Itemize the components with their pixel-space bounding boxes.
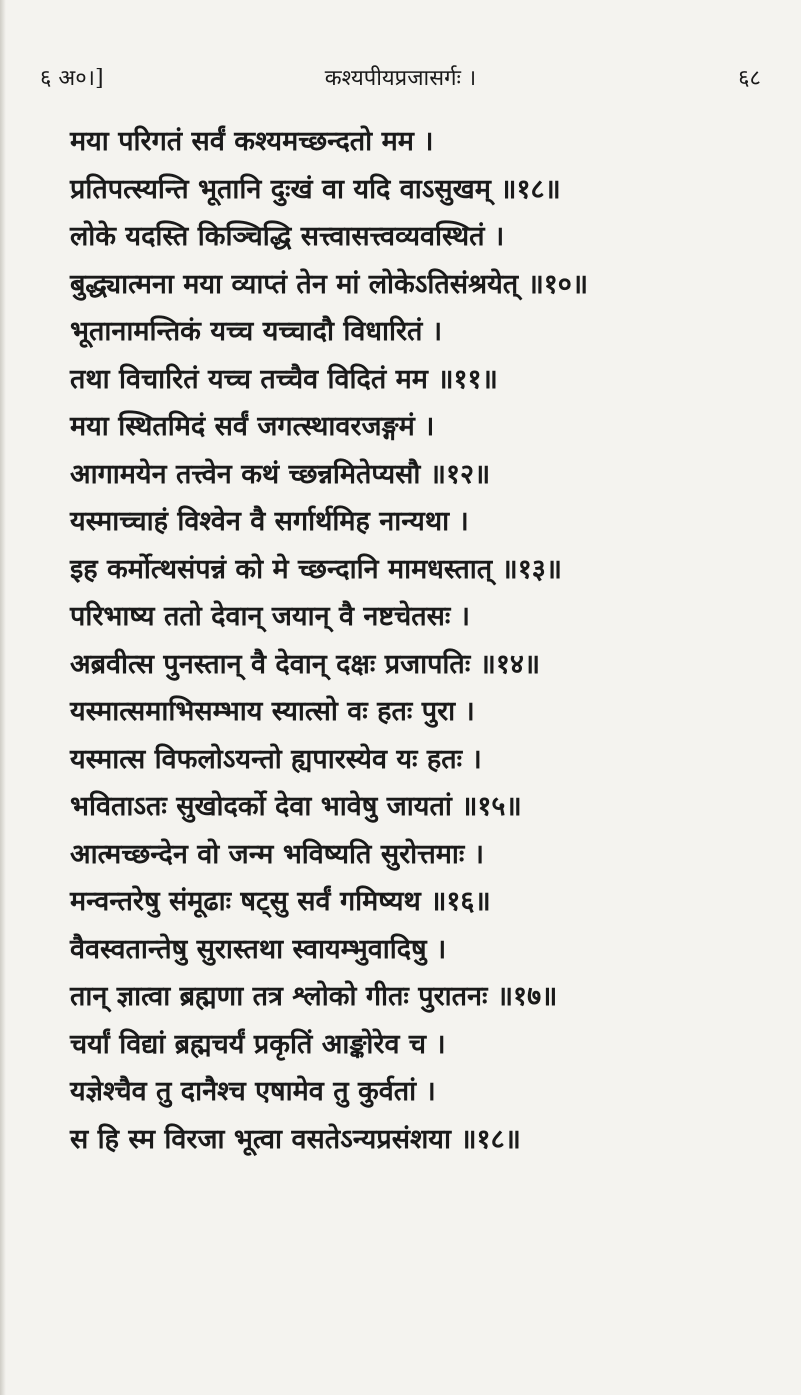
verse-line: इह कर्मोत्थसंपन्नं को मे च्छन्दानि मामधस्तात् ॥१३॥: [70, 553, 562, 585]
verse-line: वैवस्वतान्तेषु सुरास्तथा स्वायम्भुवादिषु ।: [70, 933, 447, 965]
verse-line: परिभाष्य ततो देवान् जयान् वै नष्टचेतसः ।: [70, 601, 471, 632]
header-title: कश्यपीयप्रजासर्गः ।: [324, 66, 477, 91]
verse-line: प्रतिपत्स्यन्ति भूतानि दुःखं वा यदि वाऽसुखम् ॥१८॥: [70, 173, 561, 205]
verse-line: तान् ज्ञात्वा ब्रह्मणा तत्र श्लोको गीतः पुरातनः ॥१७॥: [70, 981, 558, 1012]
verse-line: भूतानामन्तिकं यच्च यच्चादौ विधारितं ।: [70, 316, 443, 347]
verse-line: मया स्थितमिदं सर्वं जगत्स्थावरजङ्गमं ।: [70, 411, 435, 442]
verse-line: बुद्ध्यात्मना मया व्याप्तं तेन मां लोकेऽतिसंश्रयेत् ॥१०॥: [70, 268, 589, 300]
verse-line: चर्यां विद्यां ब्रह्मचर्यं प्रकृतिं आङ्कोरेव च ।: [70, 1028, 446, 1060]
verse-line: आत्मच्छन्देन वो जन्म भविष्यति सुरोत्तमाः ।: [70, 838, 485, 870]
verse-line: मया परिगतं सर्वं कश्यमच्छन्दतो मम ।: [70, 126, 434, 157]
verse-line: यस्मात्समाभिसम्भाय स्यात्सो वः हतः पुरा ।: [70, 696, 475, 727]
verse-line: मन्वन्तरेषु संमूढाः षट्सु सर्वं गमिष्यथ ॥१६॥: [70, 886, 491, 917]
page-number: ६८: [738, 66, 761, 91]
verse-line: लोके यदस्ति किञ्चिद्धि सत्त्वासत्त्वव्यवस्थितं ।: [70, 221, 505, 252]
running-header: [40, 62, 761, 102]
verse-line: अब्रवीत्स पुनस्तान् वै देवान् दक्षः प्रजापतिः ॥१४॥: [70, 648, 541, 680]
header-chapter-ref: ६ अ०।]: [40, 66, 104, 91]
verse-line: यज्ञेश्चैव तु दानैश्च एषामेव तु कुर्वतां ।: [70, 1076, 436, 1107]
verse-line: आगामयेन तत्त्वेन कथं च्छन्नमितेप्यसौ ॥१२॥: [70, 458, 491, 490]
verse-line: यस्माच्चाहं विश्वेन वै सर्गार्थमिह नान्यथा ।: [70, 506, 469, 537]
verse-line: तथा विचारितं यच्च तच्चैव विदितं मम ॥११॥: [70, 363, 498, 395]
verse-line: स हि स्म विरजा भूत्वा वसतेऽन्यप्रसंशया ॥१८॥: [70, 1123, 521, 1155]
verse-text-block: [70, 118, 770, 1163]
verse-line: यस्मात्स विफलोऽयन्तो ह्यपारस्येव यः हतः ।: [70, 743, 482, 775]
page-binding-edge: [0, 0, 6, 1395]
verse-line: भविताऽतः सुखोदर्को देवा भावेषु जायतां ॥१५॥: [70, 791, 522, 822]
